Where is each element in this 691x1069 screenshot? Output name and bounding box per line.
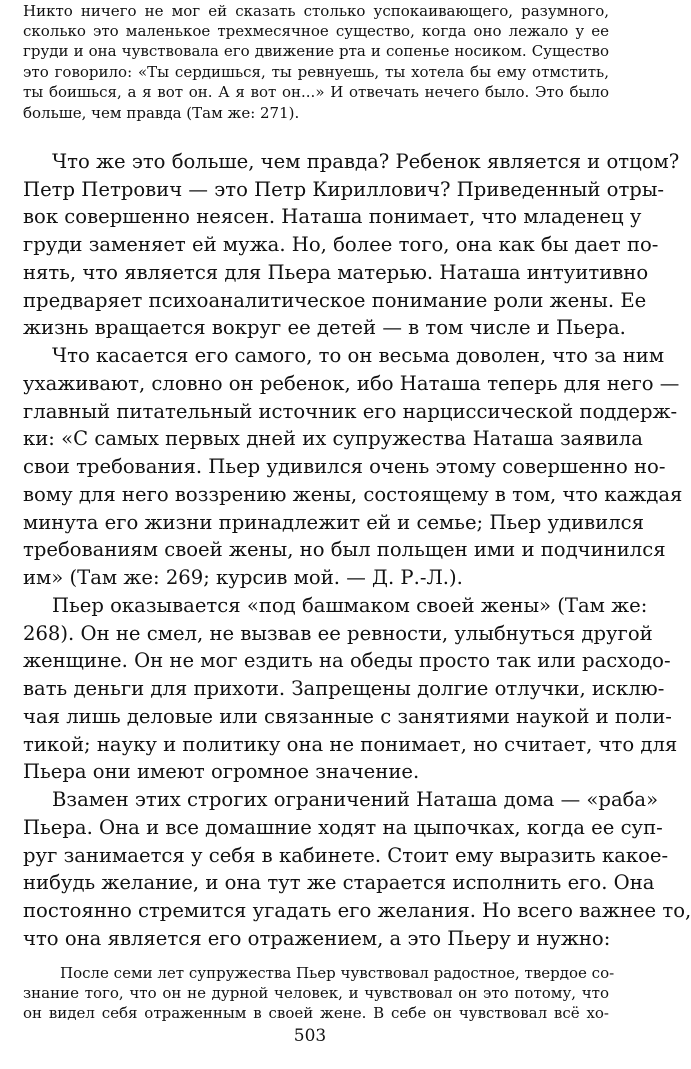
text-line: Никто ничего не мог ей сказать столько успокаивающего, разумного, [23, 2, 609, 20]
text-line: нять, что является для Пьера матерью. Наташа интуитивно [23, 261, 649, 284]
text-line: чая лишь деловые или связанные с занятиями наукой и поли- [23, 705, 672, 728]
text-line: свои требования. Пьер удивился очень этому совершенно но- [23, 455, 666, 478]
text-line: вок совершенно неясен. Наташа понимает, что младенец у [23, 205, 642, 228]
text-line: он видел себя отраженным в своей жене. В себе он чувствовал всё хо- [23, 1004, 609, 1022]
text-line: Взамен этих строгих ограничений Наташа дома — «раба» [52, 788, 659, 811]
text-line: нибудь желание, и она тут же старается исполнить его. Она [23, 871, 655, 894]
text-line: знание того, что он не дурной человек, и чувствовал он это потому, что [23, 984, 609, 1002]
text-line: груди заменяет ей мужа. Но, более того, она как бы дает по- [23, 233, 659, 256]
text-line: жизнь вращается вокруг ее детей — в том числе и Пьера. [23, 316, 626, 339]
text-line: предваряет психоаналитическое понимание роли жены. Ее [23, 289, 647, 312]
text-line: ты боишься, а я вот он. А я вот он...» И отвечать нечего было. Это было [23, 83, 609, 101]
text-line: вать деньги для прихоти. Запрещены долгие отлучки, исклю- [23, 677, 665, 700]
text-line: Что касается его самого, то он весьма доволен, что за ним [52, 344, 665, 367]
text-line: требованиям своей жены, но был польщен ими и подчинился [23, 538, 666, 561]
text-line: Пьера они имеют огромное значение. [23, 760, 420, 783]
text-line: груди и она чувствовала его движение рта и сопенье носиком. Существо [23, 42, 609, 60]
text-line: постоянно стремится угадать его желания. Но всего важнее то, [23, 899, 691, 922]
text-line: ки: «С самых первых дней их супружества Наташа заявила [23, 427, 643, 450]
text-line: тикой; науку и политику она не понимает, но считает, что для [23, 733, 678, 756]
text-line: Пьер оказывается «под башмаком своей жены» (Там же: [52, 594, 648, 617]
text-line: главный питательный источник его нарциссической поддерж- [23, 400, 678, 423]
text-line: им» (Там же: 269; курсив мой. — Д. Р.-Л.). [23, 566, 463, 589]
text-line: ухаживают, словно он ребенок, ибо Наташа теперь для него — [23, 372, 680, 395]
text-line: Петр Петрович — это Петр Кириллович? Приведенный отры- [23, 178, 665, 201]
text-line: женщине. Он не мог ездить на обеды просто так или расходо- [23, 649, 671, 672]
text-line: это говорило: «Ты сердишься, ты ревнуешь, ты хотела бы ему отмстить, [23, 63, 609, 81]
text-line: что она является его отражением, а это Пьеру и нужно: [23, 927, 611, 950]
text-line: минута его жизни принадлежит ей и семье; Пьер удивился [23, 511, 645, 534]
text-line: вому для него воззрению жены, состоящему в том, что каждая [23, 483, 683, 506]
text-line: 268). Он не смел, не вызвав ее ревности, улыбнуться другой [23, 622, 653, 645]
text-line: После семи лет супружества Пьер чувствовал радостное, твердое со- [60, 964, 615, 982]
text-line: Пьера. Она и все домашние ходят на цыпочках, когда ее суп- [23, 816, 663, 839]
text-line: больше, чем правда (Там же: 271). [23, 104, 300, 122]
text-line: руг занимается у себя в кабинете. Стоит ему выразить какое- [23, 844, 669, 867]
text-line: сколько это маленькое трехмесячное существо, когда оно лежало у ее [23, 22, 609, 40]
page-number: 503 [293, 1026, 327, 1046]
text-line: Что же это больше, чем правда? Ребенок является и отцом? [52, 150, 680, 173]
